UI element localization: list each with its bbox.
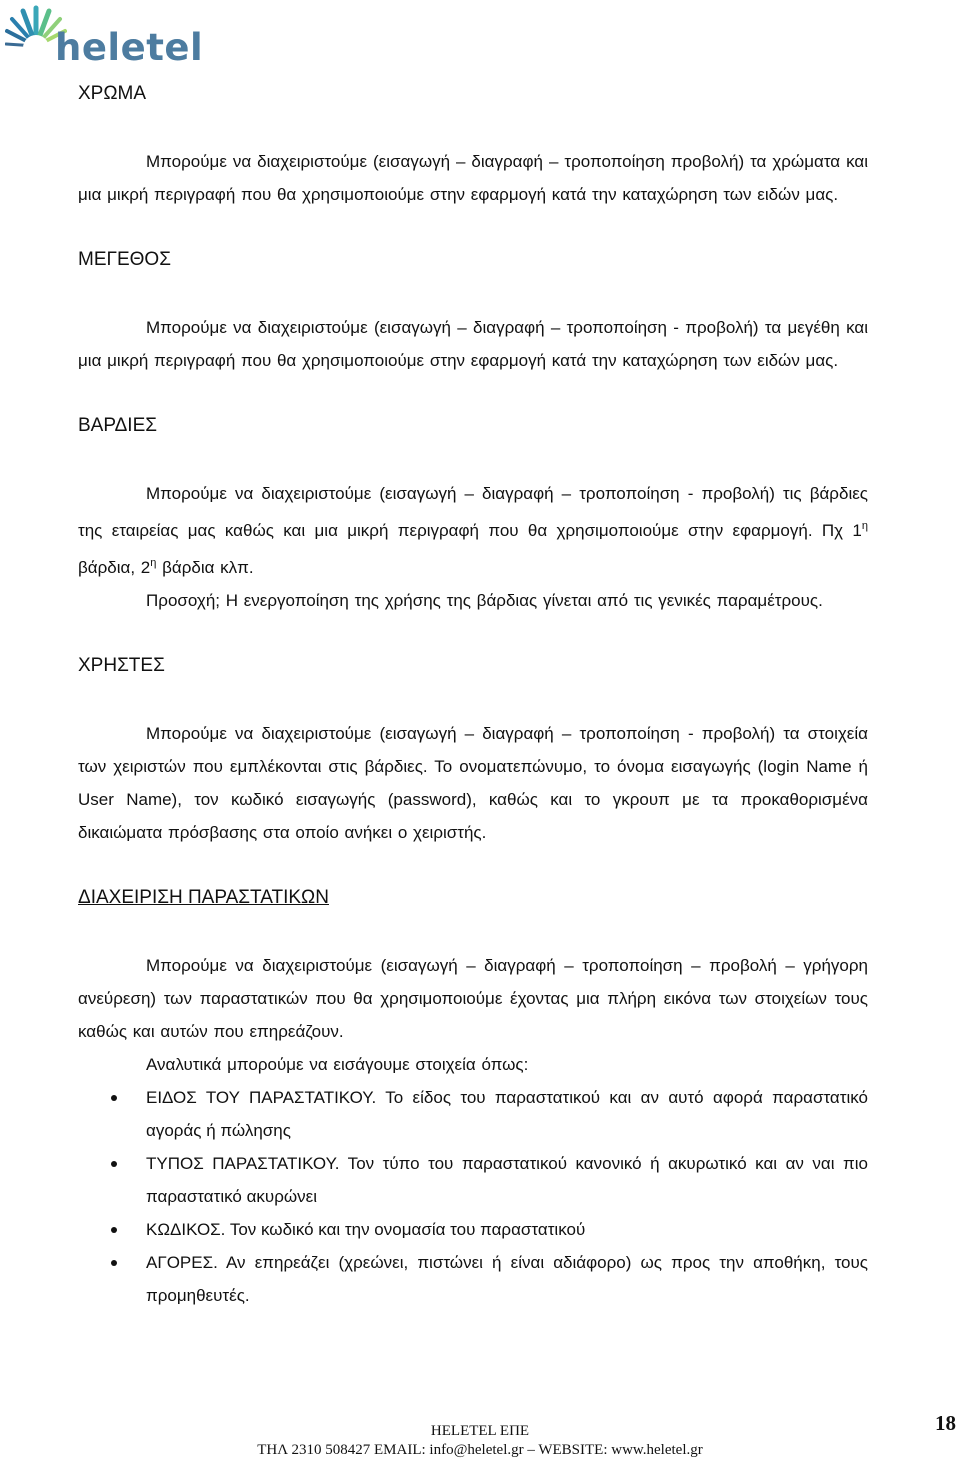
bullet-icon <box>111 1227 117 1233</box>
bullet-icon <box>111 1161 117 1167</box>
list-item-text: ΚΩΔΙΚΟΣ. Τον κωδικό και την ονομασία του παραστατικού <box>146 1220 586 1239</box>
section-title-documents: ΔΙΑΧΕΙΡΙΣΗ ΠΑΡΑΣΤΑΤΙΚΩΝ <box>78 887 329 908</box>
document-body <box>78 78 868 1312</box>
section-text-color: Μπορούμε να διαχειριστούμε (εισαγωγή – διαγραφή – τροποποίηση προβολή) τα χρώματα και μια μικρή περιγραφή που θα χρησιμοποιούμε στην εφαρμογή κατά την καταχώρηση των ειδών μας. <box>78 152 868 204</box>
section-title-users: ΧΡΗΣΤΕΣ <box>78 655 165 676</box>
list-item <box>78 1081 868 1147</box>
footer-contact: ΤΗΛ 2310 508427 EMAIL: info@heletel.gr – WEBSITE: www.heletel.gr <box>257 1442 703 1458</box>
section-text-shifts <box>78 477 868 584</box>
page-footer <box>0 1422 960 1460</box>
section-title-size: ΜΕΓΕΘΟΣ <box>78 249 171 270</box>
bullet-icon <box>111 1095 117 1101</box>
section-title-shifts: ΒΑΡΔΙΕΣ <box>78 415 157 436</box>
shifts-text-c: βάρδια κλπ. <box>156 558 254 577</box>
shifts-note: Προσοχή; Η ενεργοποίηση της χρήσης της βάρδιας γίνεται από τις γενικές παραμέτρους. <box>146 591 823 610</box>
logo-wordmark: heletel <box>55 25 204 69</box>
superscript: η <box>861 520 868 532</box>
list-item-text: ΑΓΟΡΕΣ. Αν επηρεάζει (χρεώνει, πιστώνει ή είναι αδιάφορο) ως προς την αποθήκη, τους προμηθευτές. <box>146 1253 868 1305</box>
section-text-users: Μπορούμε να διαχειριστούμε (εισαγωγή – διαγραφή – τροποποίηση - προβολή) τα στοιχεία των χειριστών που εμπλέκονται στις βάρδιες. Το ονοματεπώνυμο, το όνομα εισαγωγής (login Name ή User Name), τον κωδικό εισαγωγής (password), καθώς και το γκρουπ με τα προκαθορισμένα δικαιώματα πρόσβασης στα οποίο ανήκει ο χειριστής. <box>78 724 868 842</box>
superscript: η <box>150 557 157 569</box>
shifts-text-a: Μπορούμε να διαχειριστούμε (εισαγωγή – διαγραφή – τροποποίηση - προβολή) τις βάρδιες της εταιρείας μας καθώς και μια μικρή περιγραφή που θα χρησιμοποιούμε στην εφαρμογή. Πχ 1 <box>78 484 868 540</box>
company-logo <box>5 2 203 70</box>
section-text-documents: Μπορούμε να διαχειριστούμε (εισαγωγή – διαγραφή – τροποποίηση – προβολή – γρήγορη ανεύρεση) των παραστατικών που θα χρησιμοποιούμε έχοντας μια πλήρη εικόνα των στοιχείων τους καθώς και αυτών που επηρεάζουν. <box>78 956 868 1041</box>
section-title-color: ΧΡΩΜΑ <box>78 83 147 104</box>
section-text-size: Μπορούμε να διαχειριστούμε (εισαγωγή – διαγραφή – τροποποίηση - προβολή) τα μεγέθη και μια μικρή περιγραφή που θα χρησιμοποιούμε στην εφαρμογή κατά την καταχώρηση των ειδών μας. <box>78 318 868 370</box>
list-item <box>78 1147 868 1213</box>
shifts-text-b: βάρδια, 2 <box>78 558 151 577</box>
page-number: 18 <box>935 1411 956 1435</box>
documents-bullet-list <box>78 1081 868 1312</box>
list-item-text: ΤΥΠΟΣ ΠΑΡΑΣΤΑΤΙΚΟΥ. Τον τύπο του παραστατικού κανονικό ή ακυρωτικό και αν ναι πιο παραστατικό ακυρώνει <box>146 1154 868 1206</box>
list-item <box>78 1246 868 1312</box>
list-item <box>78 1213 868 1246</box>
footer-company: HELETEL ΕΠΕ <box>430 1423 530 1439</box>
documents-intro: Αναλυτικά μπορούμε να εισάγουμε στοιχεία όπως: <box>146 1055 529 1074</box>
list-item-text: ΕΙΔΟΣ ΤΟΥ ΠΑΡΑΣΤΑΤΙΚΟΥ. Το είδος του παραστατικού και αν αυτό αφορά παραστατικό αγοράς ή πώλησης <box>146 1088 868 1140</box>
bullet-icon <box>111 1260 117 1266</box>
